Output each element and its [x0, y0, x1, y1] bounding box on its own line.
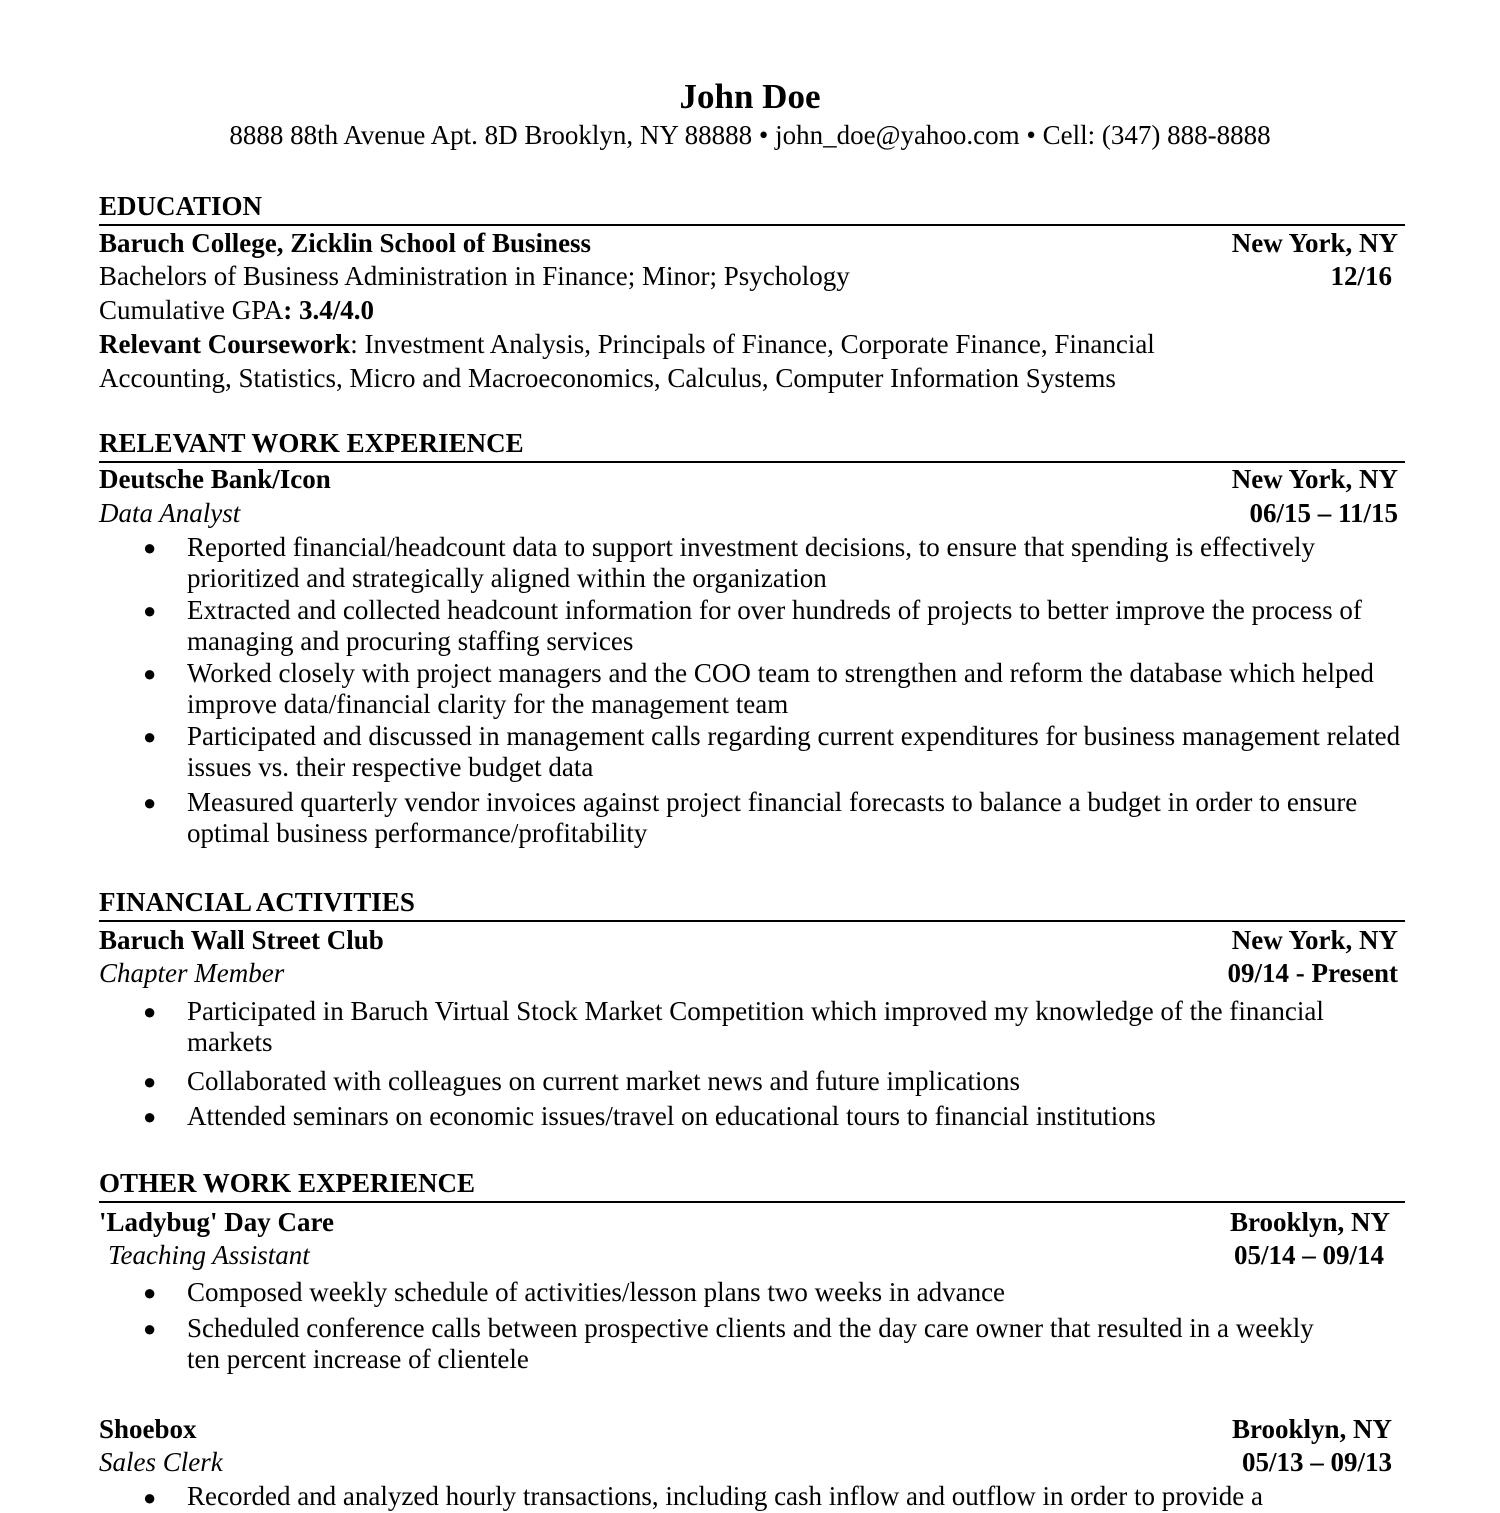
contact-line: 8888 88th Avenue Apt. 8D Brooklyn, NY 88888 • john_doe@yahoo.com • Cell: (347) 888-8888: [229, 120, 1271, 150]
other-work-heading: OTHER WORK EXPERIENCE: [99, 1167, 1405, 1203]
company-location: Brooklyn, NY: [1231, 1414, 1392, 1444]
financial-activities-heading: FINANCIAL ACTIVITIES: [99, 886, 1405, 922]
job-title: Sales Clerk: [99, 1447, 223, 1477]
bullet-marker: ●: [143, 1280, 157, 1305]
bullet-item: Scheduled conference calls between prospective clients and the day care owner that resulted in a weekly ten percent increase of clientele: [187, 1313, 1314, 1374]
applicant-name: John Doe: [679, 77, 821, 116]
company-name: Deutsche Bank/Icon: [99, 464, 331, 494]
job-dates: 06/15 – 11/15: [1249, 498, 1398, 528]
bullet-item: Extracted and collected headcount information for over hundreds of projects to better improve the process of managing and procuring staffing services: [187, 595, 1362, 656]
bullet-marker: ●: [143, 535, 157, 560]
bullet-marker: ●: [143, 724, 157, 749]
school-location: New York, NY: [1231, 228, 1398, 258]
org-location: New York, NY: [1231, 925, 1398, 955]
bullet-item: Recorded and analyzed hourly transactions, including cash inflow and outflow in order to provide a: [187, 1481, 1263, 1511]
company-location: Brooklyn, NY: [1229, 1207, 1390, 1237]
coursework-label: Relevant Coursework: [99, 329, 351, 359]
coursework-text-1: : Investment Analysis, Principals of Finance, Corporate Finance, Financial: [350, 329, 1155, 359]
bullet-item: Attended seminars on economic issues/travel on educational tours to financial institutions: [187, 1101, 1156, 1131]
bullet-item: Worked closely with project managers and the COO team to strengthen and reform the database which helped improve data/financial clarity for the management team: [187, 658, 1374, 719]
company-name: 'Ladybug' Day Care: [99, 1207, 335, 1237]
bullet-item: Participated in Baruch Virtual Stock Market Competition which improved my knowledge of the financial markets: [187, 996, 1324, 1057]
bullet-item: Collaborated with colleagues on current market news and future implications: [187, 1066, 1020, 1096]
bullet-marker: ●: [143, 1069, 157, 1094]
bullet-item: Measured quarterly vendor invoices against project financial forecasts to balance a budget in order to ensure optimal business performance/profitability: [187, 787, 1358, 848]
bullet-marker: ●: [143, 1316, 157, 1341]
coursework-line-1: [99, 328, 1155, 361]
bullet-item: Composed weekly schedule of activities/lesson plans two weeks in advance: [187, 1277, 1006, 1307]
job-dates: 05/13 – 09/13: [1241, 1447, 1392, 1477]
job-dates: 05/14 – 09/14: [1233, 1240, 1384, 1270]
company-location: New York, NY: [1231, 464, 1398, 494]
gpa-value: : 3.4/4.0: [283, 295, 375, 325]
school-name: Baruch College, Zicklin School of Business: [99, 228, 592, 258]
bullet-marker: ●: [143, 598, 157, 623]
org-dates: 09/14 - Present: [1227, 958, 1398, 988]
bullet-marker: ●: [143, 1104, 157, 1129]
bullet-marker: ●: [143, 790, 157, 815]
job-title: Data Analyst: [99, 498, 241, 528]
gpa-label: Cumulative GPA: [99, 295, 284, 325]
bullet-marker: ●: [143, 999, 157, 1024]
job-title: Teaching Assistant: [108, 1240, 310, 1270]
bullet-item: Reported financial/headcount data to support investment decisions, to ensure that spending is effectively prioritized and strategically aligned within the organization: [187, 532, 1315, 593]
bullet-marker: ●: [143, 1485, 157, 1510]
bullet-item: Participated and discussed in management calls regarding current expenditures for business management related issues vs. their respective budget data: [187, 721, 1401, 782]
graduation-date: 12/16: [1330, 261, 1392, 291]
relevant-work-heading: RELEVANT WORK EXPERIENCE: [99, 427, 1405, 463]
org-name: Baruch Wall Street Club: [99, 925, 384, 955]
degree: Bachelors of Business Administration in Finance; Minor; Psychology: [99, 261, 850, 291]
coursework-line-2: Accounting, Statistics, Micro and Macroeconomics, Calculus, Computer Information Systems: [99, 363, 1116, 393]
org-title: Chapter Member: [99, 958, 285, 988]
bullet-marker: ●: [143, 661, 157, 686]
education-heading: EDUCATION: [99, 190, 1405, 226]
gpa-line: [99, 294, 374, 327]
company-name: Shoebox: [99, 1414, 197, 1444]
